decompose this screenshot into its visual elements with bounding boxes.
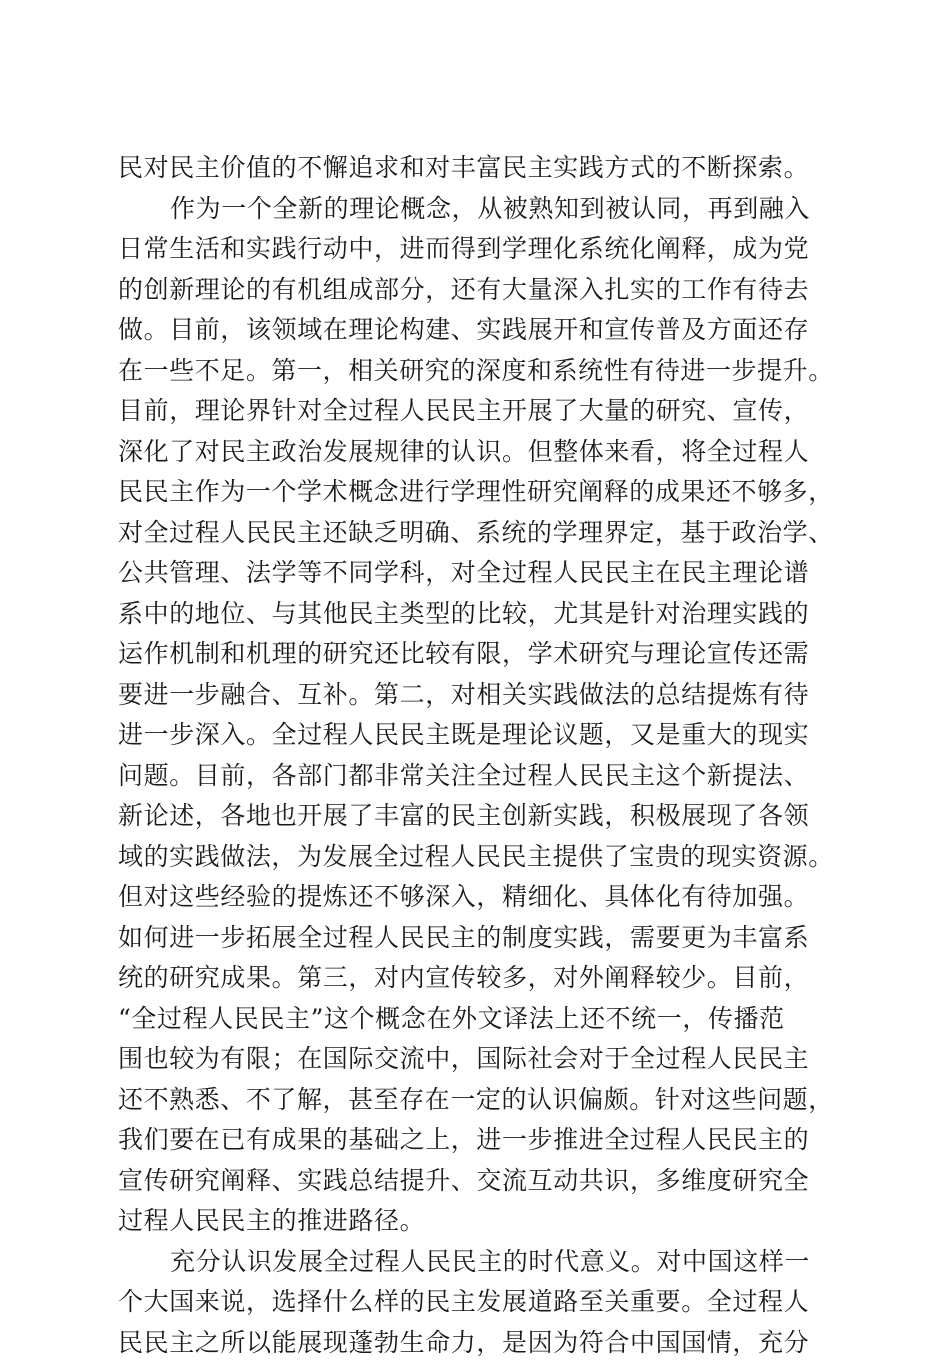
- text-line: 如何进一步拓展全过程人民民主的制度实践，需要更为丰富系: [118, 918, 834, 959]
- text-line: 民对民主价值的不懈追求和对丰富民主实践方式的不断探索。: [118, 148, 834, 189]
- text-line: 民民主之所以能展现蓬勃生命力，是因为符合中国国情，充分: [118, 1323, 834, 1363]
- text-line: 围也较为有限；在国际交流中，国际社会对于全过程人民民主: [118, 1039, 834, 1080]
- text-line: 民民主作为一个学术概念进行学理性研究阐释的成果还不够多，: [118, 472, 833, 513]
- text-line: 对全过程人民民主还缺乏明确、系统的学理界定，基于政治学、: [118, 513, 833, 554]
- text-line: 公共管理、法学等不同学科，对全过程人民民主在民主理论谱: [118, 553, 834, 594]
- text-line: 新论述，各地也开展了丰富的民主创新实践，积极展现了各领: [118, 796, 834, 837]
- text-line: 深化了对民主政治发展规律的认识。但整体来看，将全过程人: [118, 432, 834, 473]
- text-line: 个大国来说，选择什么样的民主发展道路至关重要。全过程人: [118, 1282, 834, 1323]
- text-line: 我们要在已有成果的基础之上，进一步推进全过程人民民主的: [118, 1120, 834, 1161]
- paragraph-first-line: 作为一个全新的理论概念，从被熟知到被认同，再到融入: [118, 189, 834, 230]
- text-line: 系中的地位、与其他民主类型的比较，尤其是针对治理实践的: [118, 594, 834, 635]
- text-line: 的创新理论的有机组成部分，还有大量深入扎实的工作有待去: [118, 270, 834, 311]
- text-line: 但对这些经验的提炼还不够深入，精细化、具体化有待加强。: [118, 877, 834, 918]
- text-line: 要进一步融合、互补。第二，对相关实践做法的总结提炼有待: [118, 675, 834, 716]
- body-text: [118, 148, 834, 1363]
- text-line: 进一步深入。全过程人民民主既是理论议题，又是重大的现实: [118, 715, 834, 756]
- text-line: 宣传研究阐释、实践总结提升、交流互动共识，多维度研究全: [118, 1161, 834, 1202]
- text-line: 还不熟悉、不了解，甚至存在一定的认识偏颇。针对这些问题，: [118, 1080, 833, 1121]
- text-line: 在一些不足。第一，相关研究的深度和系统性有待进一步提升。: [118, 351, 833, 392]
- text-line: 统的研究成果。第三，对内宣传较多，对外阐释较少。目前，: [118, 958, 834, 999]
- text-line: 日常生活和实践行动中，进而得到学理化系统化阐释，成为党: [118, 229, 834, 270]
- text-line: “全过程人民民主”这个概念在外文译法上还不统一，传播范: [118, 999, 834, 1040]
- text-line: 问题。目前，各部门都非常关注全过程人民民主这个新提法、: [118, 756, 834, 797]
- text-line: 目前，理论界针对全过程人民民主开展了大量的研究、宣传，: [118, 391, 834, 432]
- text-line: 域的实践做法，为发展全过程人民民主提供了宝贵的现实资源。: [118, 837, 833, 878]
- text-line: 做。目前，该领域在理论构建、实践展开和宣传普及方面还存: [118, 310, 834, 351]
- text-line: 运作机制和机理的研究还比较有限，学术研究与理论宣传还需: [118, 634, 834, 675]
- paragraph-first-line: 充分认识发展全过程人民民主的时代意义。对中国这样一: [118, 1242, 834, 1283]
- text-line: 过程人民民主的推进路径。: [118, 1201, 834, 1242]
